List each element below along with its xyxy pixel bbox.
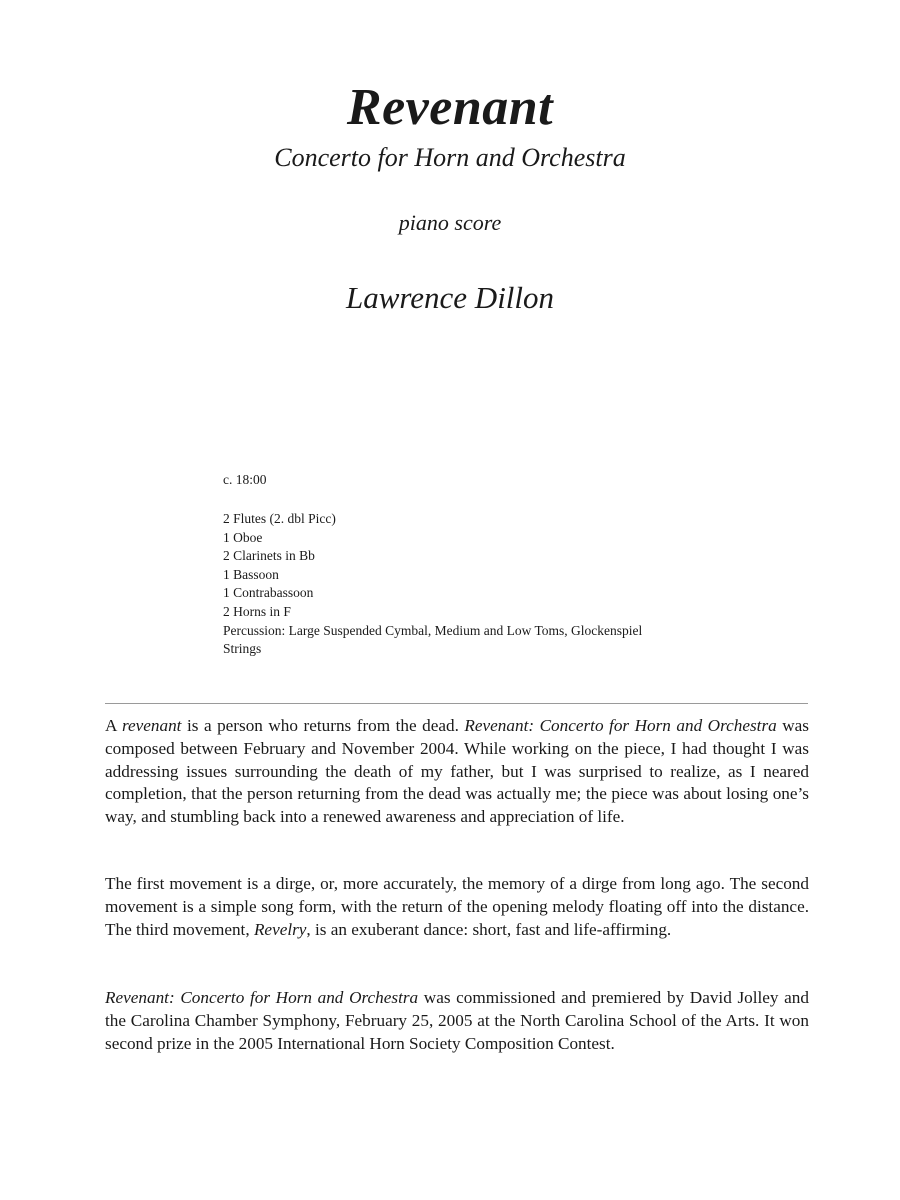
page-title: Revenant: [346, 79, 554, 136]
page-subtitle: Concerto for Horn and Orchestra: [274, 143, 626, 172]
instrument-item: Strings: [223, 641, 262, 657]
composer-name: Lawrence Dillon: [345, 280, 555, 315]
program-note-paragraph-1: A revenant is a person who returns from the dead. Revenant: Concerto for Horn and Orchestra was composed between February and November 2004. While working on the piece, I had thought I was addressing issues surrounding the death of my father, but I was surprised to realize, as I neared completion, that the person returning from the dead was actually me; the piece was about losing one’s way, and stumbling back into a renewed awareness and appreciation of life.: [105, 716, 809, 827]
instrument-item: 2 Horns in F: [223, 603, 291, 619]
edition-label: piano score: [398, 210, 502, 235]
program-note-paragraph-3: Revenant: Concerto for Horn and Orchestra was commissioned and premiered by David Jolley and the Carolina Chamber Symphony, February 25, 2005 at the North Carolina School of the Arts. It won second prize in the 2005 International Horn Society Composition Contest.: [105, 988, 809, 1053]
instrument-item: 1 Oboe: [223, 529, 263, 545]
program-note-paragraph-2: The first movement is a dirge, or, more accurately, the memory of a dirge from long ago. The second movement is a simple song form, with the return of the opening melody floating off into the distance. The third movement, Revelry, is an exuberant dance: short, fast and life-affirming.: [105, 874, 809, 939]
section-divider: [105, 703, 808, 704]
duration-label: c. 18:00: [223, 472, 267, 487]
instrument-item: 1 Bassoon: [223, 566, 279, 582]
instrumentation-list: [223, 510, 642, 659]
instrument-item: 1 Contrabassoon: [223, 585, 314, 601]
instrument-item: Percussion: Large Suspended Cymbal, Medium and Low Toms, Glockenspiel: [223, 622, 643, 638]
instrument-item: 2 Flutes (2. dbl Picc): [223, 511, 336, 526]
instrument-item: 2 Clarinets in Bb: [223, 548, 315, 564]
